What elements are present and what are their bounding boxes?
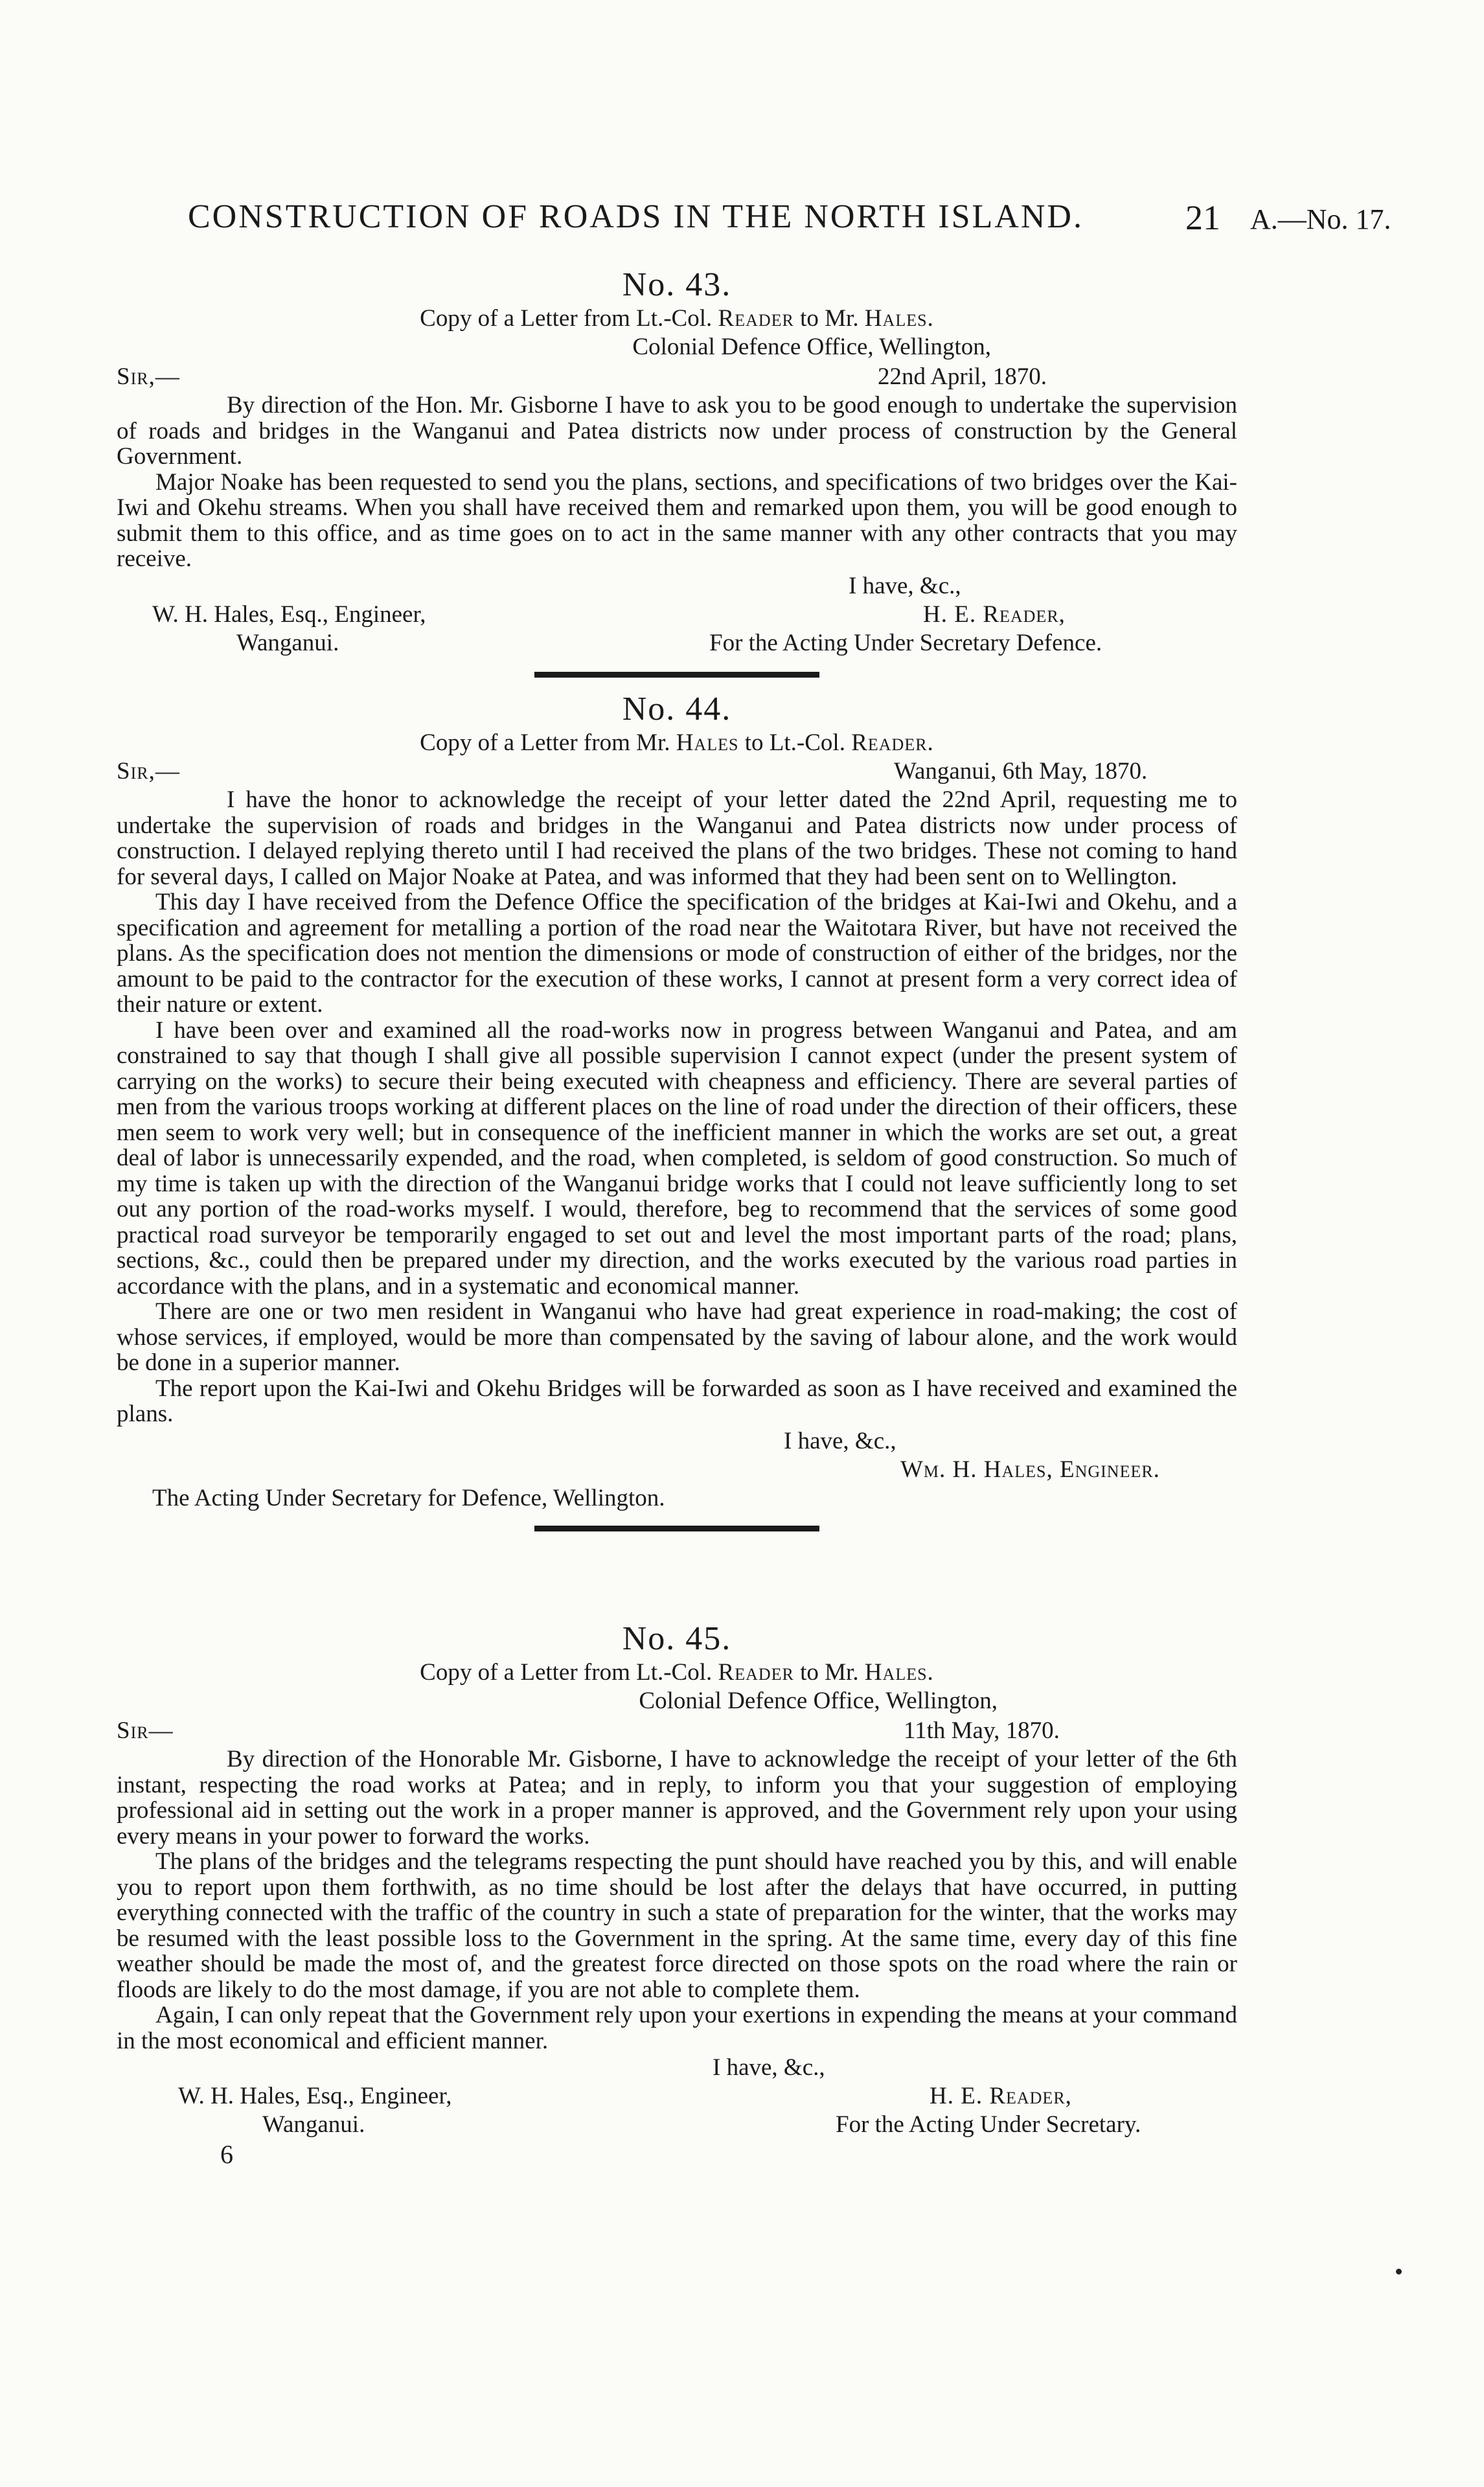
salutation: Sir— bbox=[117, 1717, 174, 1744]
page-header bbox=[188, 198, 1419, 249]
closing: I have, &c., bbox=[784, 1427, 896, 1454]
addressee-place: Wanganui. bbox=[262, 2111, 365, 2138]
letter-caption: Copy of a Letter from Lt.-Col. Reader to Mr. Hales. bbox=[420, 305, 934, 332]
section-rule bbox=[534, 1526, 819, 1531]
paragraph: The plans of the bridges and the telegrams respecting the punt should have reached you by this, and will enable you to report upon them forthwith, as no time should be lost after the delays that have occurred, in putting everything connected with the traffic of the country in such a state of preparation for the winter, that the works may be resumed with the least possible loss to the Government in the spring. At the same time, every day of this fine weather should be made the most of, and the greatest force directed on those spots on the road where the rain or floods are likely to do the most damage, if you are not able to complete them. bbox=[117, 1848, 1237, 2003]
letter-number: No. 45. bbox=[622, 1620, 732, 1657]
letter-date: 22nd April, 1870. bbox=[878, 363, 1047, 390]
salutation: Sir,— bbox=[117, 363, 180, 390]
addressee: The Acting Under Secretary for Defence, Wellington. bbox=[152, 1484, 665, 1511]
signature-mark: 6 bbox=[220, 2140, 233, 2169]
paragraph: By direction of the Honorable Mr. Gisborne, I have to acknowledge the receipt of your letter of the 6th instant, respecting the road works at Patea; and in reply, to inform you that your suggestion of employing professional aid in setting out the work in a proper manner is approved, and the Government rely upon your using every means in your power to forward the works. bbox=[117, 1746, 1237, 1850]
page-number: 21 bbox=[1185, 198, 1220, 237]
letter-date: 11th May, 1870. bbox=[904, 1717, 1060, 1744]
addressee: W. H. Hales, Esq., Engineer, bbox=[152, 601, 426, 628]
signatory: H. E. Reader, bbox=[923, 601, 1066, 628]
addressee: W. H. Hales, Esq., Engineer, bbox=[178, 2083, 452, 2109]
letter-date: Wanganui, 6th May, 1870. bbox=[894, 758, 1148, 785]
paragraph: By direction of the Hon. Mr. Gisborne I have to ask you to be good enough to undertake the supervision of roads and bridges in the Wanganui and Patea districts now under process of construction by the General Government. bbox=[117, 392, 1237, 470]
paragraph: There are one or two men resident in Wanganui who have had great experience in road-making; the cost of whose services, if employed, would be more than compensated by the saving of labour alone, and the work would be done in a superior manner. bbox=[117, 1298, 1237, 1376]
document-reference: A.—No. 17. bbox=[1250, 203, 1391, 235]
letter-caption: Copy of a Letter from Lt.-Col. Reader to Mr. Hales. bbox=[420, 1659, 934, 1686]
print-speck bbox=[1396, 2269, 1402, 2275]
addressee-place: Wanganui. bbox=[236, 629, 339, 656]
letter-43 bbox=[117, 266, 1237, 678]
signatory: H. E. Reader, bbox=[930, 2083, 1072, 2109]
letter-number: No. 44. bbox=[622, 691, 732, 728]
paragraph: I have been over and examined all the road-works now in progress between Wanganui and Patea, and am constrained to say that though I shall give all possible supervision I cannot expect (under the present system of carrying on the works) to secure their being executed with cheapness and efficiency. There are several parties of men from the various troops working at different places on the line of road under the direction of their officers, these men seem to work very well; but in consequence of the inefficient manner in which the works are set out, a great deal of labor is unnecessarily expended, and the road, when completed, is seldom of good construction. So much of my time is taken up with the direction of the Wanganui bridge works that I could not leave sufficiently long to set out any portion of the road-works myself. I would, therefore, beg to recommend that the services of some good practical road surveyor be temporarily engaged to set out and level the most important parts of the road; plans, sections, &c., could then be prepared under my direction, and the works executed by the various road parties in accordance with the plans, and in a systematic and economical manner. bbox=[117, 1016, 1237, 1300]
paragraph: The report upon the Kai-Iwi and Okehu Bridges will be forwarded as soon as I have received and examined the plans. bbox=[117, 1375, 1237, 1427]
signatory-title: For the Acting Under Secretary Defence. bbox=[709, 629, 1102, 656]
salutation: Sir,— bbox=[117, 758, 180, 785]
closing: I have, &c., bbox=[713, 2054, 825, 2081]
letter-place: Colonial Defence Office, Wellington, bbox=[632, 334, 991, 360]
letter-44 bbox=[117, 690, 1237, 1531]
section-rule bbox=[534, 672, 819, 678]
signatory-title: For the Acting Under Secretary. bbox=[836, 2111, 1141, 2138]
letter-caption: Copy of a Letter from Mr. Hales to Lt.-Col. Reader. bbox=[420, 729, 934, 756]
paragraph: Again, I can only repeat that the Government rely upon your exertions in expending the means at your command in the most economical and efficient manner. bbox=[117, 2002, 1237, 2054]
paragraph: Major Noake has been requested to send you the plans, sections, and specifications of two bridges over the Kai-Iwi and Okehu streams. When you shall have received them and remarked upon them, you will be good enough to submit them to this office, and as time goes on to act in the same manner with any other contracts that you may receive. bbox=[117, 468, 1237, 572]
letter-place: Colonial Defence Office, Wellington, bbox=[639, 1688, 998, 1714]
paragraph: I have the honor to acknowledge the receipt of your letter dated the 22nd April, requesting me to undertake the supervision of roads and bridges in the Wanganui and Patea districts now under process of construction. I delayed replying thereto until I had received the plans of the two bridges. These not coming to hand for several days, I called on Major Noake at Patea, and was informed that they had been sent on to Wellington. bbox=[117, 786, 1237, 890]
paragraph: This day I have received from the Defence Office the specification of the bridges at Kai-Iwi and Okehu, and a specification and agreement for metalling a portion of the road near the Waitotara River, but have not received the plans. As the specification does not mention the dimensions or mode of construction of either of the bridges, nor the amount to be paid to the contractor for the execution of these works, I cannot at present form a very correct idea of their nature or extent. bbox=[117, 889, 1237, 1018]
letter-45 bbox=[117, 1620, 1237, 2168]
signatory: Wm. H. Hales, Engineer. bbox=[900, 1456, 1160, 1483]
letter-number: No. 43. bbox=[622, 266, 732, 303]
running-title: CONSTRUCTION OF ROADS IN THE NORTH ISLAND. bbox=[188, 198, 1084, 235]
closing: I have, &c., bbox=[849, 572, 961, 599]
